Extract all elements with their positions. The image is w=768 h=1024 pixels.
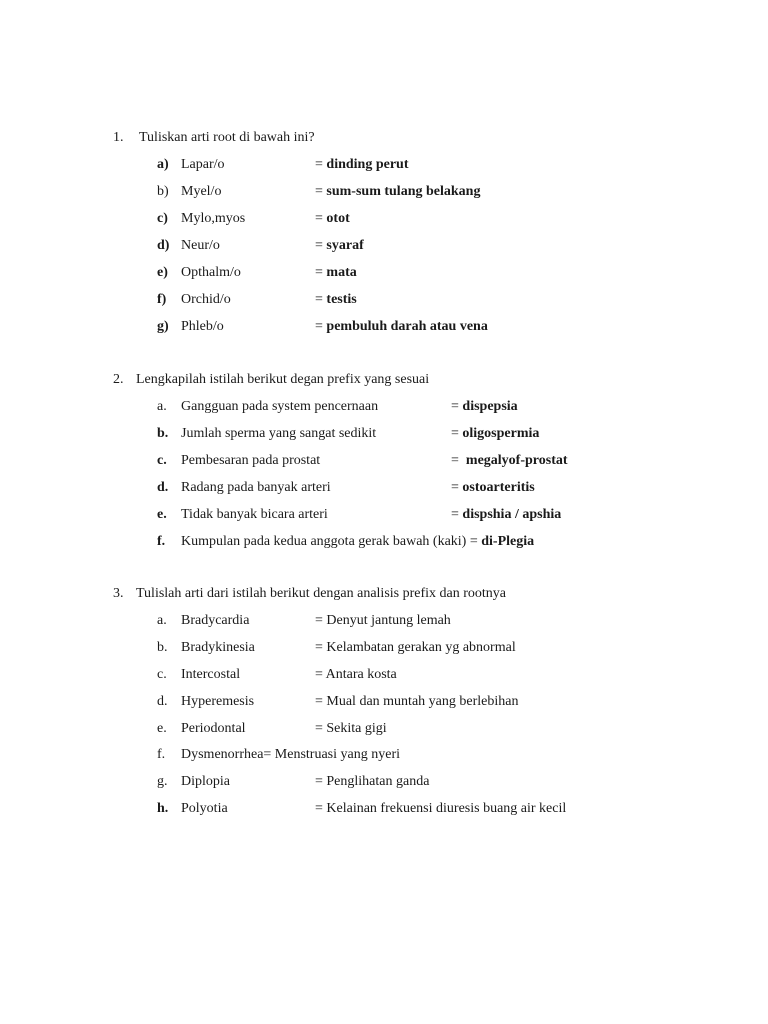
item-letter: b. <box>157 426 169 441</box>
item-letter: g. <box>157 774 168 789</box>
item-answer: = dinding perut <box>315 157 409 172</box>
item-answer: = syaraf <box>315 238 364 253</box>
question-text: Lengkapilah istilah berikut degan prefix yang sesuai <box>136 372 430 387</box>
item-letter: c. <box>157 453 167 468</box>
item-answer: = Kelainan frekuensi diuresis buang air kecil <box>315 801 567 816</box>
question-text: Tuliskan arti root di bawah ini? <box>139 130 315 145</box>
item-letter: d. <box>157 480 169 495</box>
item-letter: d) <box>157 238 170 253</box>
item-term: Bradycardia <box>181 613 250 628</box>
item-letter: f. <box>157 534 166 549</box>
item-answer: = Antara kosta <box>315 667 397 682</box>
item-answer: = ostoarteritis <box>451 480 535 495</box>
question-number: 1. <box>113 130 124 145</box>
item-term: Gangguan pada system pencernaan <box>181 399 379 414</box>
item-letter: g) <box>157 319 169 334</box>
item-answer: = Mual dan muntah yang berlebihan <box>315 694 519 709</box>
item-letter: f. <box>157 747 166 762</box>
item-term: Phleb/o <box>181 319 224 334</box>
item-letter: c. <box>157 667 167 682</box>
item-answer: = oligospermia <box>451 426 540 441</box>
item-term: Dysmenorrhea= Menstruasi yang nyeri <box>181 747 401 762</box>
item-answer: = dispshia / apshia <box>451 507 562 522</box>
item-letter: a. <box>157 399 167 414</box>
item-answer: = mata <box>315 265 357 280</box>
item-letter: b. <box>157 640 168 655</box>
item-letter: b) <box>157 184 169 199</box>
item-term: Orchid/o <box>181 292 231 307</box>
item-term: Lapar/o <box>181 157 225 172</box>
item-term: Neur/o <box>181 238 220 253</box>
item-term: Bradykinesia <box>181 640 255 655</box>
item-letter: e) <box>157 265 168 280</box>
item-answer: = megalyof-prostat <box>451 453 568 468</box>
item-term: Mylo,myos <box>181 211 246 226</box>
item-term: Tidak banyak bicara arteri <box>181 507 328 522</box>
question-number: 2. <box>113 372 124 387</box>
item-letter: c) <box>157 211 168 226</box>
item-term-with-answer: Kumpulan pada kedua anggota gerak bawah (kaki) = di-Plegia <box>181 534 535 549</box>
item-answer: = dispepsia <box>451 399 518 414</box>
question-number: 3. <box>113 586 124 601</box>
item-answer: = testis <box>315 292 357 307</box>
item-letter: e. <box>157 507 167 522</box>
item-answer: = Denyut jantung lemah <box>315 613 451 628</box>
item-answer: = pembuluh darah atau vena <box>315 319 488 334</box>
item-term: Periodontal <box>181 721 246 736</box>
item-term: Jumlah sperma yang sangat sedikit <box>181 426 377 441</box>
item-letter: a. <box>157 613 167 628</box>
item-letter: a) <box>157 157 169 172</box>
item-term: Radang pada banyak arteri <box>181 480 331 495</box>
item-answer: = sum-sum tulang belakang <box>315 184 481 199</box>
item-letter: d. <box>157 694 168 709</box>
item-term: Hyperemesis <box>181 694 255 709</box>
question-text: Tulislah arti dari istilah berikut dengan analisis prefix dan rootnya <box>136 586 507 601</box>
item-term: Opthalm/o <box>181 265 241 280</box>
item-letter: h. <box>157 801 169 816</box>
item-term: Myel/o <box>181 184 222 199</box>
item-term: Diplopia <box>181 774 230 789</box>
item-answer: = otot <box>315 211 350 226</box>
item-answer: = Penglihatan ganda <box>315 774 430 789</box>
item-letter: f) <box>157 292 167 307</box>
item-letter: e. <box>157 721 167 736</box>
item-answer: = Sekita gigi <box>315 721 387 736</box>
item-term: Polyotia <box>181 801 228 816</box>
item-term: Intercostal <box>181 667 241 682</box>
item-term: Pembesaran pada prostat <box>181 453 321 468</box>
item-answer: = Kelambatan gerakan yg abnormal <box>315 640 516 655</box>
